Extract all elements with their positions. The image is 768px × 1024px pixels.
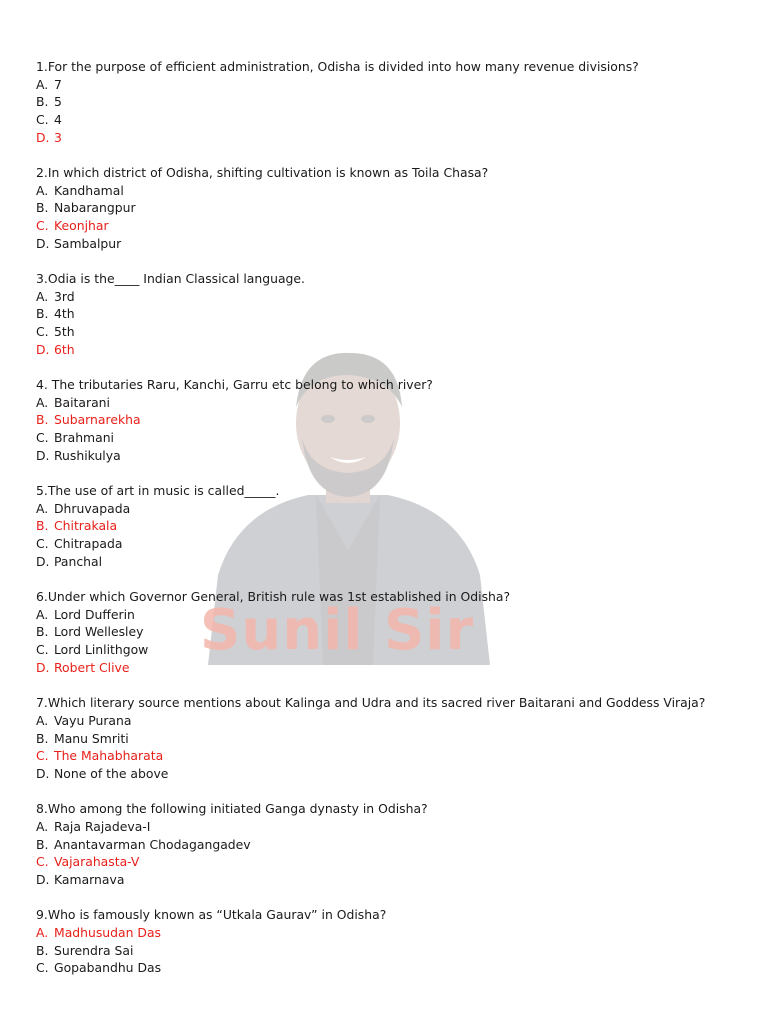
option-letter: C. — [36, 430, 49, 446]
answer-option — [36, 447, 746, 465]
option-letter: D. — [36, 553, 50, 569]
answer-option — [36, 394, 746, 412]
option-letter: B. — [36, 836, 49, 852]
option-text: 3 — [54, 129, 62, 145]
option-letter: B. — [36, 306, 49, 322]
option-text: Vayu Purana — [54, 712, 132, 728]
option-letter: D. — [36, 341, 50, 357]
answer-option — [36, 818, 746, 836]
option-text: The Mahabharata — [54, 748, 164, 764]
option-text: Rushikulya — [54, 447, 121, 463]
option-text: Chitrakala — [54, 518, 118, 534]
option-text: Chitrapada — [54, 536, 123, 552]
option-letter: C. — [36, 854, 49, 870]
question-block — [36, 376, 746, 465]
answer-option — [36, 836, 746, 854]
option-letter: A. — [36, 924, 49, 940]
option-text: Raja Rajadeva-I — [54, 818, 151, 834]
question-text: 9.Who is famously known as “Utkala Gaurav” in Odisha? — [36, 907, 387, 923]
answer-option — [36, 500, 746, 518]
option-letter: A. — [36, 606, 49, 622]
option-text: Vajarahasta-V — [54, 854, 140, 870]
quiz-list — [36, 58, 746, 994]
option-text: Subarnarekha — [54, 412, 141, 428]
option-letter: D. — [36, 129, 50, 145]
option-letter: C. — [36, 112, 49, 128]
answer-option — [36, 288, 746, 306]
option-text: Sambalpur — [54, 235, 122, 251]
option-letter: D. — [36, 235, 50, 251]
answer-option — [36, 959, 746, 977]
question-block — [36, 270, 746, 359]
option-text: Surendra Sai — [54, 942, 134, 958]
option-text: 7 — [54, 76, 62, 92]
answer-option — [36, 623, 746, 641]
option-text: Brahmani — [54, 430, 114, 446]
answer-option — [36, 730, 746, 748]
option-letter: C. — [36, 324, 49, 340]
option-letter: A. — [36, 818, 49, 834]
option-text: Gopabandhu Das — [54, 960, 162, 976]
question-text: 7.Which literary source mentions about Kalinga and Udra and its sacred river Baitarani and Goddess Viraja? — [36, 695, 706, 711]
answer-option — [36, 942, 746, 960]
correct-option — [36, 217, 746, 235]
correct-option — [36, 129, 746, 147]
correct-option — [36, 747, 746, 765]
question-block — [36, 482, 746, 571]
option-text: Keonjhar — [54, 218, 109, 234]
option-letter: C. — [36, 748, 49, 764]
correct-option — [36, 411, 746, 429]
option-text: 5th — [54, 324, 75, 340]
option-text: 3rd — [54, 288, 75, 304]
option-letter: C. — [36, 642, 49, 658]
answer-option — [36, 553, 746, 571]
option-text: Lord Dufferin — [54, 606, 135, 622]
question-text: 6.Under which Governor General, British rule was 1st established in Odisha? — [36, 589, 511, 605]
answer-option — [36, 111, 746, 129]
option-text: Dhruvapada — [54, 500, 131, 516]
option-text: Nabarangpur — [54, 200, 136, 216]
correct-option — [36, 853, 746, 871]
option-letter: B. — [36, 942, 49, 958]
answer-option — [36, 429, 746, 447]
option-text: Baitarani — [54, 394, 110, 410]
answer-option — [36, 235, 746, 253]
option-letter: D. — [36, 871, 50, 887]
option-letter: D. — [36, 659, 50, 675]
answer-option — [36, 712, 746, 730]
correct-option — [36, 341, 746, 359]
question-block — [36, 58, 746, 147]
option-text: Lord Wellesley — [54, 624, 144, 640]
option-text: Panchal — [54, 553, 103, 569]
option-text: Kamarnava — [54, 871, 125, 887]
option-letter: B. — [36, 200, 49, 216]
option-text: Madhusudan Das — [54, 924, 162, 940]
answer-option — [36, 641, 746, 659]
option-letter: B. — [36, 730, 49, 746]
option-letter: C. — [36, 960, 49, 976]
answer-option — [36, 182, 746, 200]
option-letter: B. — [36, 94, 49, 110]
answer-option — [36, 199, 746, 217]
question-text: 1.For the purpose of efficient administration, Odisha is divided into how many revenue divisions? — [36, 59, 639, 74]
answer-option — [36, 323, 746, 341]
answer-option — [36, 535, 746, 553]
option-text: None of the above — [54, 765, 169, 781]
option-text: Manu Smriti — [54, 730, 129, 746]
question-text: 2.In which district of Odisha, shifting cultivation is known as Toila Chasa? — [36, 165, 489, 181]
option-text: 5 — [54, 94, 62, 110]
question-block — [36, 588, 746, 677]
option-letter: C. — [36, 536, 49, 552]
option-text: 6th — [54, 341, 75, 357]
correct-option — [36, 517, 746, 535]
question-block — [36, 800, 746, 889]
option-letter: A. — [36, 712, 49, 728]
option-letter: A. — [36, 394, 49, 410]
option-letter: A. — [36, 500, 49, 516]
option-letter: A. — [36, 288, 49, 304]
option-text: Robert Clive — [54, 659, 130, 675]
answer-option — [36, 765, 746, 783]
option-text: Anantavarman Chodagangadev — [54, 836, 251, 852]
question-block — [36, 694, 746, 783]
option-letter: D. — [36, 765, 50, 781]
answer-option — [36, 606, 746, 624]
question-block — [36, 906, 746, 977]
option-letter: D. — [36, 447, 50, 463]
question-text: 3.Odia is the____ Indian Classical language. — [36, 271, 305, 287]
option-text: 4 — [54, 112, 62, 128]
option-letter: C. — [36, 218, 49, 234]
option-text: Kandhamal — [54, 182, 124, 198]
option-text: 4th — [54, 306, 75, 322]
answer-option — [36, 871, 746, 889]
answer-option — [36, 93, 746, 111]
question-text: 8.Who among the following initiated Ganga dynasty in Odisha? — [36, 801, 428, 817]
correct-option — [36, 659, 746, 677]
option-letter: A. — [36, 182, 49, 198]
question-text: 4. The tributaries Raru, Kanchi, Garru etc belong to which river? — [36, 377, 433, 393]
watermark-text: Sunil Sir — [200, 598, 475, 663]
option-text: Lord Linlithgow — [54, 642, 149, 658]
option-letter: B. — [36, 518, 49, 534]
question-block — [36, 164, 746, 253]
correct-option — [36, 924, 746, 942]
option-letter: B. — [36, 412, 49, 428]
answer-option — [36, 76, 746, 94]
option-letter: A. — [36, 76, 49, 92]
option-letter: B. — [36, 624, 49, 640]
question-text: 5.The use of art in music is called_____. — [36, 483, 280, 499]
answer-option — [36, 305, 746, 323]
